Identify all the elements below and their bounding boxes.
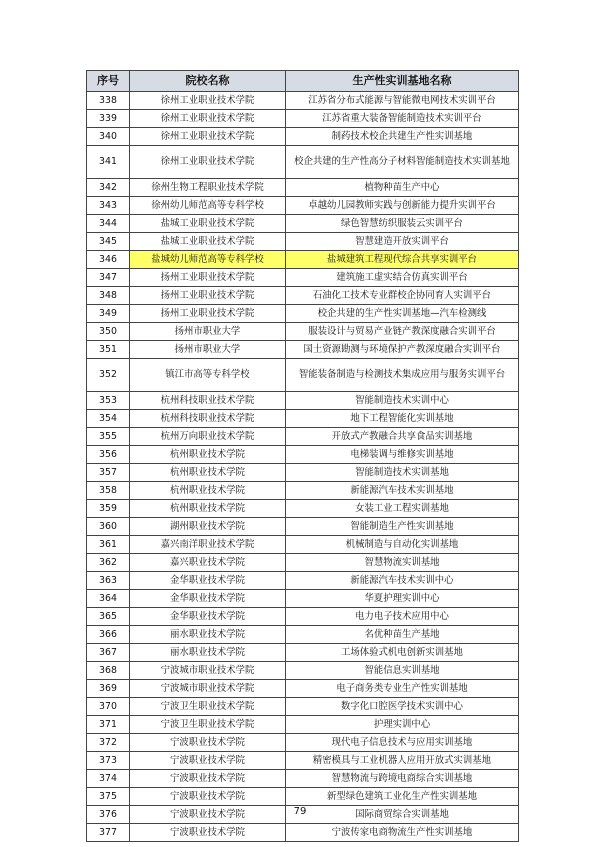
row-institution-name: 宁波职业技术学院 bbox=[130, 788, 286, 806]
row-institution-name: 徐州工业职业技术学院 bbox=[130, 146, 286, 179]
table-row bbox=[87, 788, 519, 806]
row-serial-number: 353 bbox=[87, 392, 130, 410]
table-row bbox=[87, 572, 519, 590]
row-serial-number: 361 bbox=[87, 536, 130, 554]
row-institution-name: 杭州科技职业技术学院 bbox=[130, 410, 286, 428]
table-row bbox=[87, 626, 519, 644]
row-base-name: 新型绿色建筑工业化生产性实训基地 bbox=[286, 788, 519, 806]
row-institution-name: 湖州职业技术学院 bbox=[130, 518, 286, 536]
table-row bbox=[87, 392, 519, 410]
table-row bbox=[87, 305, 519, 323]
row-base-name: 智能制造技术实训基地 bbox=[286, 464, 519, 482]
row-institution-name: 杭州职业技术学院 bbox=[130, 482, 286, 500]
row-base-name: 名优种苗生产基地 bbox=[286, 626, 519, 644]
table-row bbox=[87, 518, 519, 536]
row-institution-name: 金华职业技术学院 bbox=[130, 590, 286, 608]
row-base-name: 盐城建筑工程现代综合共享实训平台 bbox=[286, 251, 519, 269]
row-institution-name: 金华职业技术学院 bbox=[130, 608, 286, 626]
row-institution-name: 徐州工业职业技术学院 bbox=[130, 92, 286, 110]
row-institution-name: 嘉兴职业技术学院 bbox=[130, 554, 286, 572]
row-base-name: 服装设计与贸易产业链产教深度融合实训平台 bbox=[286, 323, 519, 341]
row-serial-number: 351 bbox=[87, 341, 130, 359]
row-serial-number: 373 bbox=[87, 752, 130, 770]
row-serial-number: 342 bbox=[87, 179, 130, 197]
row-serial-number: 376 bbox=[87, 806, 130, 824]
row-base-name: 电力电子技术应用中心 bbox=[286, 608, 519, 626]
row-base-name: 建筑施工虚实结合仿真实训平台 bbox=[286, 269, 519, 287]
row-serial-number: 352 bbox=[87, 359, 130, 392]
header-serial-number: 序号 bbox=[87, 71, 130, 92]
table-row bbox=[87, 110, 519, 128]
row-serial-number: 348 bbox=[87, 287, 130, 305]
table-row bbox=[87, 590, 519, 608]
row-institution-name: 宁波职业技术学院 bbox=[130, 752, 286, 770]
row-institution-name: 徐州工业职业技术学院 bbox=[130, 110, 286, 128]
institution-table-container bbox=[86, 70, 518, 842]
row-institution-name: 杭州万向职业技术学院 bbox=[130, 428, 286, 446]
row-base-name: 绿色智慧纺织服装云实训平台 bbox=[286, 215, 519, 233]
row-base-name: 江苏省分布式能源与智能微电网技术实训平台 bbox=[286, 92, 519, 110]
row-base-name: 华夏护理实训中心 bbox=[286, 590, 519, 608]
table-row bbox=[87, 716, 519, 734]
row-institution-name: 杭州职业技术学院 bbox=[130, 464, 286, 482]
row-base-name: 植物种苗生产中心 bbox=[286, 179, 519, 197]
table-row bbox=[87, 698, 519, 716]
row-institution-name: 镇江市高等专科学校 bbox=[130, 359, 286, 392]
table-row bbox=[87, 644, 519, 662]
row-serial-number: 349 bbox=[87, 305, 130, 323]
table-row bbox=[87, 662, 519, 680]
row-institution-name: 宁波职业技术学院 bbox=[130, 806, 286, 824]
table-row bbox=[87, 341, 519, 359]
row-base-name: 智能信息实训基地 bbox=[286, 662, 519, 680]
row-base-name: 数字化口腔医学技术实训中心 bbox=[286, 698, 519, 716]
row-serial-number: 355 bbox=[87, 428, 130, 446]
row-institution-name: 扬州市职业大学 bbox=[130, 341, 286, 359]
row-serial-number: 358 bbox=[87, 482, 130, 500]
table-row bbox=[87, 251, 519, 269]
table-row bbox=[87, 482, 519, 500]
row-institution-name: 宁波城市职业技术学院 bbox=[130, 680, 286, 698]
table-row bbox=[87, 536, 519, 554]
row-base-name: 卓越幼儿园教师实践与创新能力提升实训平台 bbox=[286, 197, 519, 215]
row-base-name: 江苏省重大装备智能制造技术实训平台 bbox=[286, 110, 519, 128]
row-institution-name: 丽水职业技术学院 bbox=[130, 644, 286, 662]
row-base-name: 地下工程智能化实训基地 bbox=[286, 410, 519, 428]
table-row bbox=[87, 734, 519, 752]
row-serial-number: 350 bbox=[87, 323, 130, 341]
row-institution-name: 嘉兴南洋职业技术学院 bbox=[130, 536, 286, 554]
row-institution-name: 宁波职业技术学院 bbox=[130, 824, 286, 842]
row-serial-number: 369 bbox=[87, 680, 130, 698]
table-row bbox=[87, 680, 519, 698]
row-serial-number: 371 bbox=[87, 716, 130, 734]
row-base-name: 电梯装调与维修实训基地 bbox=[286, 446, 519, 464]
row-serial-number: 370 bbox=[87, 698, 130, 716]
table-row bbox=[87, 323, 519, 341]
table-row bbox=[87, 464, 519, 482]
row-serial-number: 360 bbox=[87, 518, 130, 536]
row-institution-name: 金华职业技术学院 bbox=[130, 572, 286, 590]
row-institution-name: 杭州科技职业技术学院 bbox=[130, 392, 286, 410]
row-base-name: 智慧物流实训基地 bbox=[286, 554, 519, 572]
table-row bbox=[87, 215, 519, 233]
table-row bbox=[87, 269, 519, 287]
row-serial-number: 345 bbox=[87, 233, 130, 251]
row-serial-number: 340 bbox=[87, 128, 130, 146]
row-base-name: 智慧物流与跨境电商综合实训基地 bbox=[286, 770, 519, 788]
row-base-name: 智能制造生产性实训基地 bbox=[286, 518, 519, 536]
row-serial-number: 346 bbox=[87, 251, 130, 269]
row-institution-name: 宁波职业技术学院 bbox=[130, 770, 286, 788]
header-base-name: 生产性实训基地名称 bbox=[286, 71, 519, 92]
row-base-name: 电子商务类专业生产性实训基地 bbox=[286, 680, 519, 698]
row-serial-number: 377 bbox=[87, 824, 130, 842]
row-institution-name: 宁波职业技术学院 bbox=[130, 734, 286, 752]
page-number: 79 bbox=[293, 806, 307, 817]
row-base-name: 校企共建的生产性实训基地—汽车检测线 bbox=[286, 305, 519, 323]
row-base-name: 新能源汽车技术实训中心 bbox=[286, 572, 519, 590]
row-institution-name: 宁波卫生职业技术学院 bbox=[130, 716, 286, 734]
table-row bbox=[87, 359, 519, 392]
row-institution-name: 宁波卫生职业技术学院 bbox=[130, 698, 286, 716]
row-serial-number: 359 bbox=[87, 500, 130, 518]
table-row bbox=[87, 92, 519, 110]
table-row bbox=[87, 770, 519, 788]
row-serial-number: 341 bbox=[87, 146, 130, 179]
row-serial-number: 375 bbox=[87, 788, 130, 806]
row-serial-number: 368 bbox=[87, 662, 130, 680]
table-row bbox=[87, 428, 519, 446]
row-serial-number: 374 bbox=[87, 770, 130, 788]
row-institution-name: 宁波城市职业技术学院 bbox=[130, 662, 286, 680]
row-serial-number: 339 bbox=[87, 110, 130, 128]
row-base-name: 国际商贸综合实训基地 bbox=[286, 806, 519, 824]
row-serial-number: 344 bbox=[87, 215, 130, 233]
table-row bbox=[87, 287, 519, 305]
row-base-name: 新能源汽车技术实训基地 bbox=[286, 482, 519, 500]
row-institution-name: 扬州工业职业技术学院 bbox=[130, 305, 286, 323]
row-serial-number: 363 bbox=[87, 572, 130, 590]
row-serial-number: 343 bbox=[87, 197, 130, 215]
row-institution-name: 杭州职业技术学院 bbox=[130, 500, 286, 518]
row-base-name: 宁波传家电商物流生产性实训基地 bbox=[286, 824, 519, 842]
row-institution-name: 扬州工业职业技术学院 bbox=[130, 269, 286, 287]
row-serial-number: 354 bbox=[87, 410, 130, 428]
row-serial-number: 367 bbox=[87, 644, 130, 662]
table-row bbox=[87, 752, 519, 770]
row-base-name: 校企共建的生产性高分子材料智能制造技术实训基地 bbox=[286, 146, 519, 179]
row-serial-number: 366 bbox=[87, 626, 130, 644]
row-base-name: 制药技术校企共建生产性实训基地 bbox=[286, 128, 519, 146]
row-serial-number: 372 bbox=[87, 734, 130, 752]
row-base-name: 工场体验式机电创新实训基地 bbox=[286, 644, 519, 662]
table-body bbox=[87, 92, 519, 842]
row-serial-number: 364 bbox=[87, 590, 130, 608]
row-institution-name: 扬州市职业大学 bbox=[130, 323, 286, 341]
row-base-name: 机械制造与自动化实训基地 bbox=[286, 536, 519, 554]
table-row bbox=[87, 197, 519, 215]
row-base-name: 女装工业工程实训基地 bbox=[286, 500, 519, 518]
table-row bbox=[87, 410, 519, 428]
row-serial-number: 338 bbox=[87, 92, 130, 110]
row-institution-name: 徐州幼儿师范高等专科学校 bbox=[130, 197, 286, 215]
row-base-name: 护理实训中心 bbox=[286, 716, 519, 734]
row-serial-number: 347 bbox=[87, 269, 130, 287]
table-row bbox=[87, 179, 519, 197]
table-row bbox=[87, 500, 519, 518]
institution-table bbox=[86, 70, 519, 842]
row-base-name: 智能装备制造与检测技术集成应用与服务实训平台 bbox=[286, 359, 519, 392]
row-institution-name: 徐州生物工程职业技术学院 bbox=[130, 179, 286, 197]
row-base-name: 智能制造技术实训中心 bbox=[286, 392, 519, 410]
row-serial-number: 357 bbox=[87, 464, 130, 482]
table-row bbox=[87, 824, 519, 842]
header-institution-name: 院校名称 bbox=[130, 71, 286, 92]
table-row bbox=[87, 233, 519, 251]
table-row bbox=[87, 128, 519, 146]
row-institution-name: 扬州工业职业技术学院 bbox=[130, 287, 286, 305]
table-header-row bbox=[87, 71, 519, 92]
row-base-name: 精密模具与工业机器人应用开放式实训基地 bbox=[286, 752, 519, 770]
row-serial-number: 356 bbox=[87, 446, 130, 464]
row-institution-name: 丽水职业技术学院 bbox=[130, 626, 286, 644]
row-institution-name: 盐城幼儿师范高等专科学校 bbox=[130, 251, 286, 269]
row-institution-name: 盐城工业职业技术学院 bbox=[130, 215, 286, 233]
row-serial-number: 362 bbox=[87, 554, 130, 572]
table-row bbox=[87, 146, 519, 179]
row-base-name: 现代电子信息技术与应用实训基地 bbox=[286, 734, 519, 752]
table-row bbox=[87, 554, 519, 572]
row-institution-name: 杭州职业技术学院 bbox=[130, 446, 286, 464]
row-institution-name: 盐城工业职业技术学院 bbox=[130, 233, 286, 251]
row-institution-name: 徐州工业职业技术学院 bbox=[130, 128, 286, 146]
row-base-name: 石油化工技术专业群校企协同育人实训平台 bbox=[286, 287, 519, 305]
table-row bbox=[87, 446, 519, 464]
row-base-name: 智慧建造开放实训平台 bbox=[286, 233, 519, 251]
row-serial-number: 365 bbox=[87, 608, 130, 626]
row-base-name: 国土资源勘测与环境保护产教深度融合实训平台 bbox=[286, 341, 519, 359]
table-row bbox=[87, 608, 519, 626]
row-base-name: 开放式产教融合共享食品实训基地 bbox=[286, 428, 519, 446]
